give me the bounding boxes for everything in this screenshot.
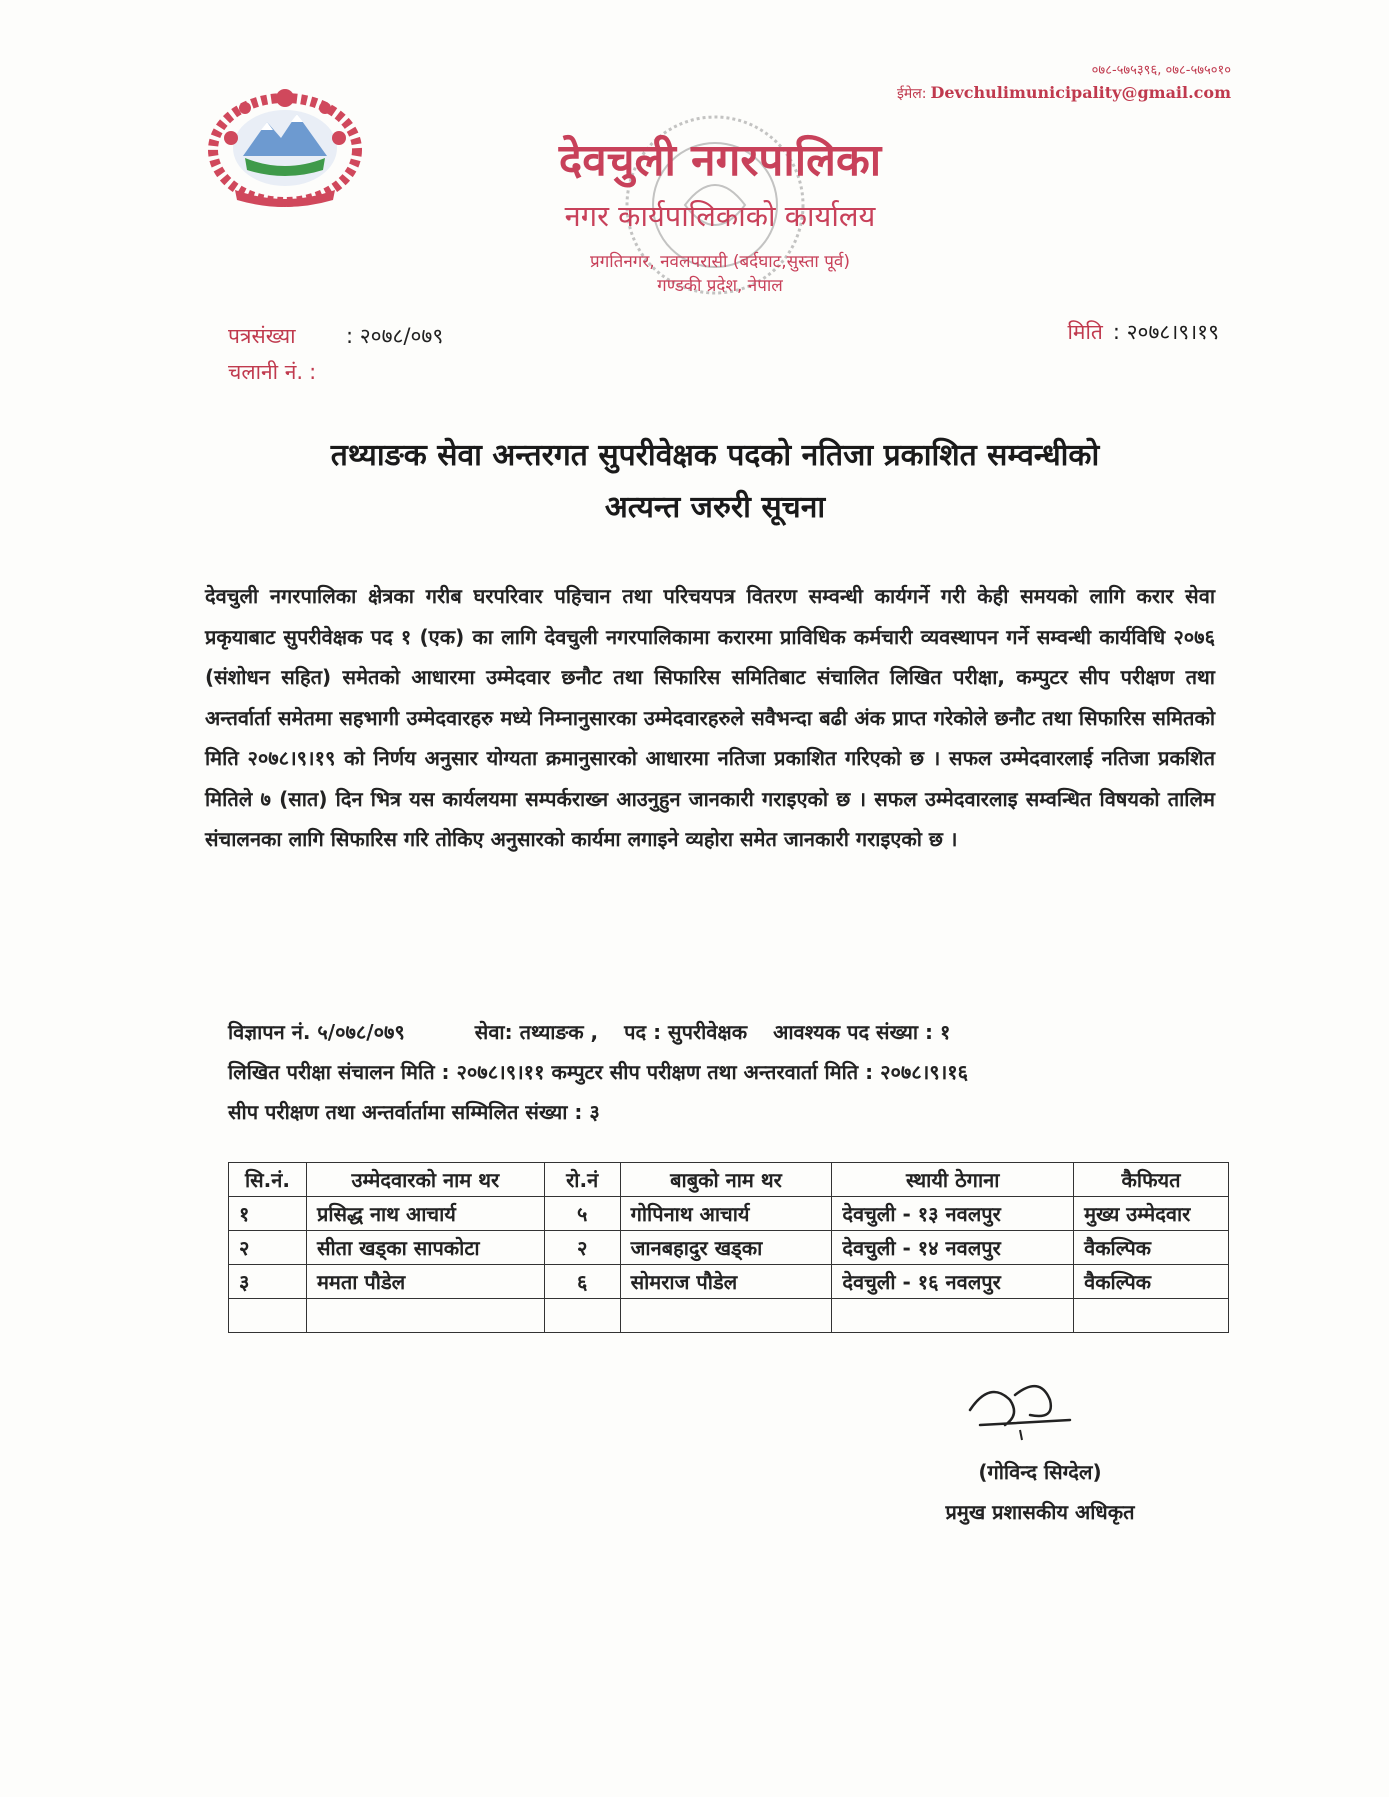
handwritten-signature-icon: [960, 1370, 1080, 1450]
contact-block: [897, 60, 1231, 106]
cell-serial: २: [229, 1231, 307, 1265]
cell-serial: [229, 1299, 307, 1333]
nepal-emblem-icon: [205, 78, 365, 213]
table-row: [229, 1197, 1229, 1231]
dispatch-number-label: चलानी नं.: [228, 360, 304, 384]
table-header-row: [229, 1163, 1229, 1197]
cell-remarks: [1074, 1299, 1229, 1333]
cell-father-name: जानबहादुर खड्का: [620, 1231, 832, 1265]
date-label: मिति: [1067, 320, 1103, 344]
cell-remarks: वैकल्पिक: [1074, 1231, 1229, 1265]
cell-permanent-address: [832, 1299, 1074, 1333]
required-posts: आवश्यक पद संख्या : १: [773, 1020, 951, 1044]
cell-father-name: सोमराज पौडेल: [620, 1265, 832, 1299]
email-line: [897, 82, 1231, 106]
results-table: [228, 1162, 1229, 1333]
advertisement-number: विज्ञापन नं. ५/०७८/०७९: [228, 1020, 405, 1044]
post-name: पद : सुपरीवेक्षक: [624, 1020, 748, 1044]
cell-roll-number: ५: [544, 1197, 620, 1231]
notice-body: देवचुली नगरपालिका क्षेत्रका गरीब घरपरिवार पहिचान तथा परिचयपत्र वितरण सम्वन्धी कार्यगर्ने गरी केही समयको लागि करार सेवा प्रकृयाबाट सुपरीवेक्षक पद १ (एक) का लागि देवचुली नगरपालिकामा करारमा प्राविधिक कर्मचारी व्यवस्थापन गर्ने सम्वन्धी कार्यविधि २०७६ (संशोधन सहित) समेतको आधारमा उम्मेदवार छनौट तथा सिफारिस समितिबाट संचालित लिखित परीक्षा, कम्पुटर सीप परीक्षण तथा अन्तर्वार्ता समेतमा सहभागी उम्मेदवारहरु मध्ये निम्नानुसारका उम्मेदवारहरुले सवैभन्दा बढी अंक प्राप्त गरेकोले छनौट तथा सिफारिस समितको मिति २०७८।९।१९ को निर्णय अनुसार योग्यता क्रमानुसारको आधारमा नतिजा प्रकाशित गरिएको छ । सफल उम्मेदवारलाई नतिजा प्रकशित मितिले ७ (सात) दिन भित्र यस कार्यलयमा सम्पर्कराख्न आउनुहुन जानकारी गराइएको छ । सफल उम्मेदवारलाइ सम्वन्धित विषयको तालिम संचालनका लागि सिफारिस गरि तोकिए अनुसारको कार्यमा लगाइने व्यहोरा समेत जानकारी गराइएको छ ।: [205, 584, 1215, 851]
cell-roll-number: ६: [544, 1265, 620, 1299]
cell-roll-number: २: [544, 1231, 620, 1265]
address-line-1: प्रगतिनगर, नवलपरासी (बर्दघाट,सुस्ता पूर्व): [590, 252, 850, 272]
cell-permanent-address: देवचुली - १३ नवलपुर: [832, 1197, 1074, 1231]
header-permanent-address: स्थायी ठेगाना: [832, 1163, 1074, 1197]
table-row-empty: [229, 1299, 1229, 1333]
header-remarks: कैफियत: [1074, 1163, 1229, 1197]
organization-name: देवचुली नगरपालिका: [558, 135, 882, 186]
cell-candidate-name: [306, 1299, 544, 1333]
cell-roll-number: [544, 1299, 620, 1333]
service-name: सेवा: तथ्याङक ,: [474, 1020, 599, 1044]
phone-numbers: ०७८-५७५३९६, ०७८-५७५०१०: [1091, 63, 1231, 78]
office-name: नगर कार्यपालिकाको कार्यालय: [564, 199, 876, 233]
header-serial: सि.नं.: [229, 1163, 307, 1197]
letter-number-value: : २०७८/०७९: [346, 324, 444, 348]
heading-line-2: अत्यन्त जरुरी सूचना: [604, 490, 826, 525]
cell-father-name: [620, 1299, 832, 1333]
cell-candidate-name: सीता खड्का सापकोटा: [306, 1231, 544, 1265]
cell-candidate-name: ममता पौडेल: [306, 1265, 544, 1299]
cell-serial: १: [229, 1197, 307, 1231]
cell-permanent-address: देवचुली - १४ नवलपुर: [832, 1231, 1074, 1265]
dispatch-number-value: :: [309, 360, 317, 384]
cell-remarks: वैकल्पिक: [1074, 1265, 1229, 1299]
heading-line-1: तथ्याङक सेवा अन्तरगत सुपरीवेक्षक पदको नतिजा प्रकाशित सम्वन्धीको: [330, 438, 1100, 473]
interview-date: कम्पुटर सीप परीक्षण तथा अन्तरवार्ता मिति : २०७८।९।१६: [551, 1060, 969, 1084]
date-block: [1067, 318, 1219, 346]
vacancy-details: [228, 1012, 1218, 1132]
cell-permanent-address: देवचुली - १६ नवलपुर: [832, 1265, 1074, 1299]
signatory-name: (गोविन्द सिग्देल): [978, 1460, 1102, 1484]
header-roll-number: रो.नं: [544, 1163, 620, 1197]
participant-count: सीप परीक्षण तथा अन्तर्वार्तामा सम्मिलित संख्या : ३: [228, 1100, 600, 1124]
cell-candidate-name: प्रसिद्ध नाथ आचार्य: [306, 1197, 544, 1231]
email-label: ईमेल:: [896, 86, 927, 102]
notice-heading: [200, 430, 1230, 534]
table-row: [229, 1265, 1229, 1299]
reference-block: [228, 318, 443, 390]
office-address: [420, 250, 1020, 298]
address-line-2: गण्डकी प्रदेश, नेपाल: [657, 276, 783, 296]
cell-remarks: मुख्य उम्मेदवार: [1074, 1197, 1229, 1231]
header-candidate-name: उम्मेदवारको नाम थर: [306, 1163, 544, 1197]
email-address: Devchulimunicipality@gmail.com: [930, 83, 1231, 102]
cell-father-name: गोपिनाथ आचार्य: [620, 1197, 832, 1231]
cell-serial: ३: [229, 1265, 307, 1299]
letter-number-label: पत्रसंख्या: [228, 324, 296, 348]
signatory-block: [880, 1452, 1200, 1532]
date-value: : २०७८।९।१९: [1112, 320, 1219, 344]
header-father-name: बाबुको नाम थर: [620, 1163, 832, 1197]
table-row: [229, 1231, 1229, 1265]
signatory-title: प्रमुख प्रशासकीय अधिकृत: [945, 1500, 1135, 1524]
written-exam-date: लिखित परीक्षा संचालन मिति : २०७८।९।११: [228, 1060, 545, 1084]
